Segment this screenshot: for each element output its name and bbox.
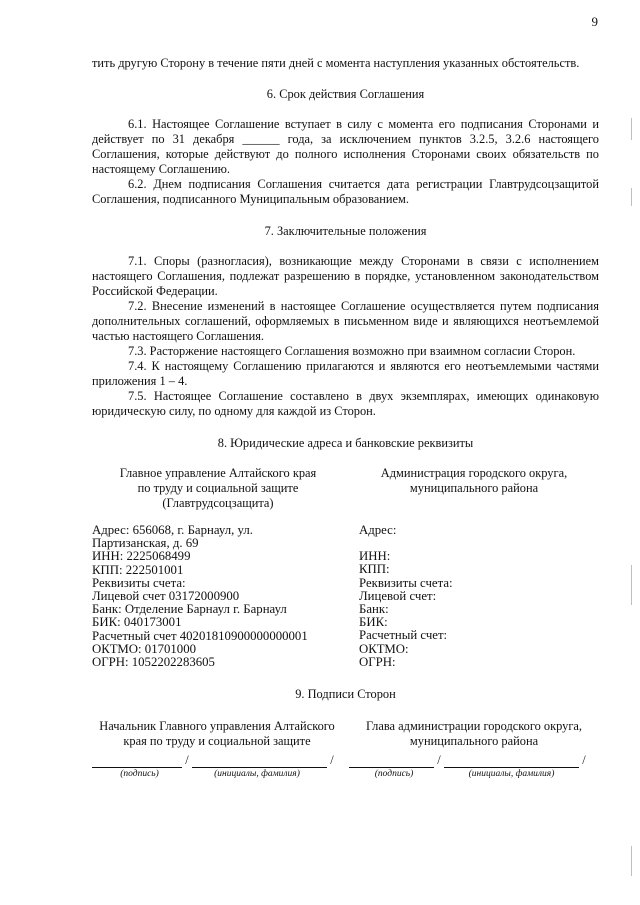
left-signatory: Начальник Главного управления Алтайского края по труду и социальной защите	[99, 719, 335, 749]
signature-lines	[92, 749, 599, 780]
left-ogrn: ОГРН: 1052202283605	[92, 655, 215, 670]
left-bik: БИК: 040173001	[92, 615, 182, 630]
left-name-caption: (инициалы, фамилия)	[214, 769, 300, 780]
left-signature-block: / / (подпись) (инициалы, фамилия)	[92, 749, 342, 780]
right-oktmo: ОКТМО:	[359, 641, 409, 656]
section-8-title: 8. Юридические адреса и банковские реквизиты	[217, 436, 474, 450]
paragraph-7-1: 7.1. Споры (разногласия), возникающие между Сторонами в связи с исполнением настоящего Соглашения, подлежат разрешению в порядке, установленном законодательством Российской Федерации.	[92, 254, 599, 298]
right-account-details: Реквизиты счета:	[359, 575, 453, 590]
paragraph-7-2: 7.2. Внесение изменений в настоящее Соглашение осуществляется путем подписания дополнительных соглашений, оформляемых в письменном виде и являющихся неотъемлемой частью настоящего Соглашения.	[92, 299, 599, 343]
right-signature-caption: (подпись)	[374, 769, 414, 780]
paragraph-7-3: 7.3. Расторжение настоящего Соглашения возможно при взаимном согласии Сторон.	[128, 344, 576, 358]
paragraph-7-4: 7.4. К настоящему Соглашению прилагаются и являются его неотъемлемыми частями приложения 1 – 4.	[92, 359, 599, 388]
left-settlement-account: Расчетный счет 40201810900000000001	[92, 628, 308, 643]
signatories	[92, 719, 599, 749]
left-kpp: КПП: 222501001	[92, 562, 184, 577]
section-9-title: 9. Подписи Сторон	[295, 687, 396, 702]
right-name-caption: (инициалы, фамилия)	[468, 769, 555, 780]
right-settlement-account: Расчетный счет:	[359, 628, 448, 643]
paragraph-6-2: 6.2. Днем подписания Соглашения считается дата регистрации Главтрудсоцзащитой Соглашения, подписанного Муниципальным образованием.	[92, 177, 599, 206]
left-name-field[interactable]	[192, 755, 327, 768]
left-party-name: Главное управление Алтайского края по труду и социальной защите (Главтрудсоцзащита)	[119, 466, 317, 510]
left-bank: Банк: Отделение Барнаул г. Барнаул	[92, 602, 287, 617]
intro-paragraph: тить другую Сторону в течение пяти дней с момента наступления указанных обстоятельств.	[92, 56, 580, 70]
left-address: Адрес: 656068, г. Барнаул, ул. Партизанская, д. 69	[92, 523, 253, 551]
left-signature-caption: (подпись)	[120, 769, 159, 780]
section-6-title: 6. Срок действия Соглашения	[266, 87, 425, 101]
right-inn: ИНН:	[359, 549, 391, 564]
right-name-field[interactable]	[444, 755, 579, 768]
scan-margin-mark	[631, 188, 632, 206]
section-7-title: 7. Заключительные положения	[264, 224, 427, 238]
left-oktmo: ОКТМО: 01701000	[92, 641, 196, 656]
left-account-details: Реквизиты счета:	[92, 575, 186, 590]
paragraph-7-5: 7.5. Настоящее Соглашение составлено в двух экземплярах, имеющих одинаковую юридическую силу, по одному для каждой из Сторон.	[92, 389, 599, 418]
right-kpp: КПП:	[359, 562, 390, 577]
right-signature-block: / / (подпись) (инициалы, фамилия)	[349, 749, 599, 780]
left-signature-field[interactable]	[92, 755, 182, 768]
right-signatory: Глава администрации городского округа, муниципального района	[365, 719, 583, 749]
scan-margin-mark	[631, 846, 632, 876]
left-party-details	[92, 524, 318, 669]
left-personal-account: Лицевой счет 03172000900	[92, 589, 240, 604]
document-body	[92, 56, 599, 780]
left-inn: ИНН: 2225068499	[92, 549, 191, 564]
right-personal-account: Лицевой счет:	[359, 588, 437, 603]
right-bank: Банк:	[359, 602, 389, 617]
right-bik: БИК:	[359, 615, 388, 630]
scan-margin-mark	[631, 118, 632, 140]
paragraph-6-1: 6.1. Настоящее Соглашение вступает в силу с момента его подписания Сторонами и действует по 31 декабря ______ года, за исключением пунктов 3.2.5, 3.2.6 настоящего Соглашения, которые действуют до полного исполнения Сторонами своих обязательств по настоящему Соглашению.	[92, 117, 599, 176]
scan-margin-mark	[631, 565, 632, 605]
right-party-details	[359, 524, 599, 669]
page-number: 9	[591, 14, 598, 29]
right-party-name: Администрация городского округа, муниципального района	[380, 466, 568, 495]
right-address: Адрес:	[359, 523, 397, 537]
right-ogrn: ОГРН:	[359, 654, 396, 669]
party-names	[92, 466, 599, 511]
bank-details	[92, 524, 599, 669]
right-signature-field[interactable]	[349, 755, 434, 768]
